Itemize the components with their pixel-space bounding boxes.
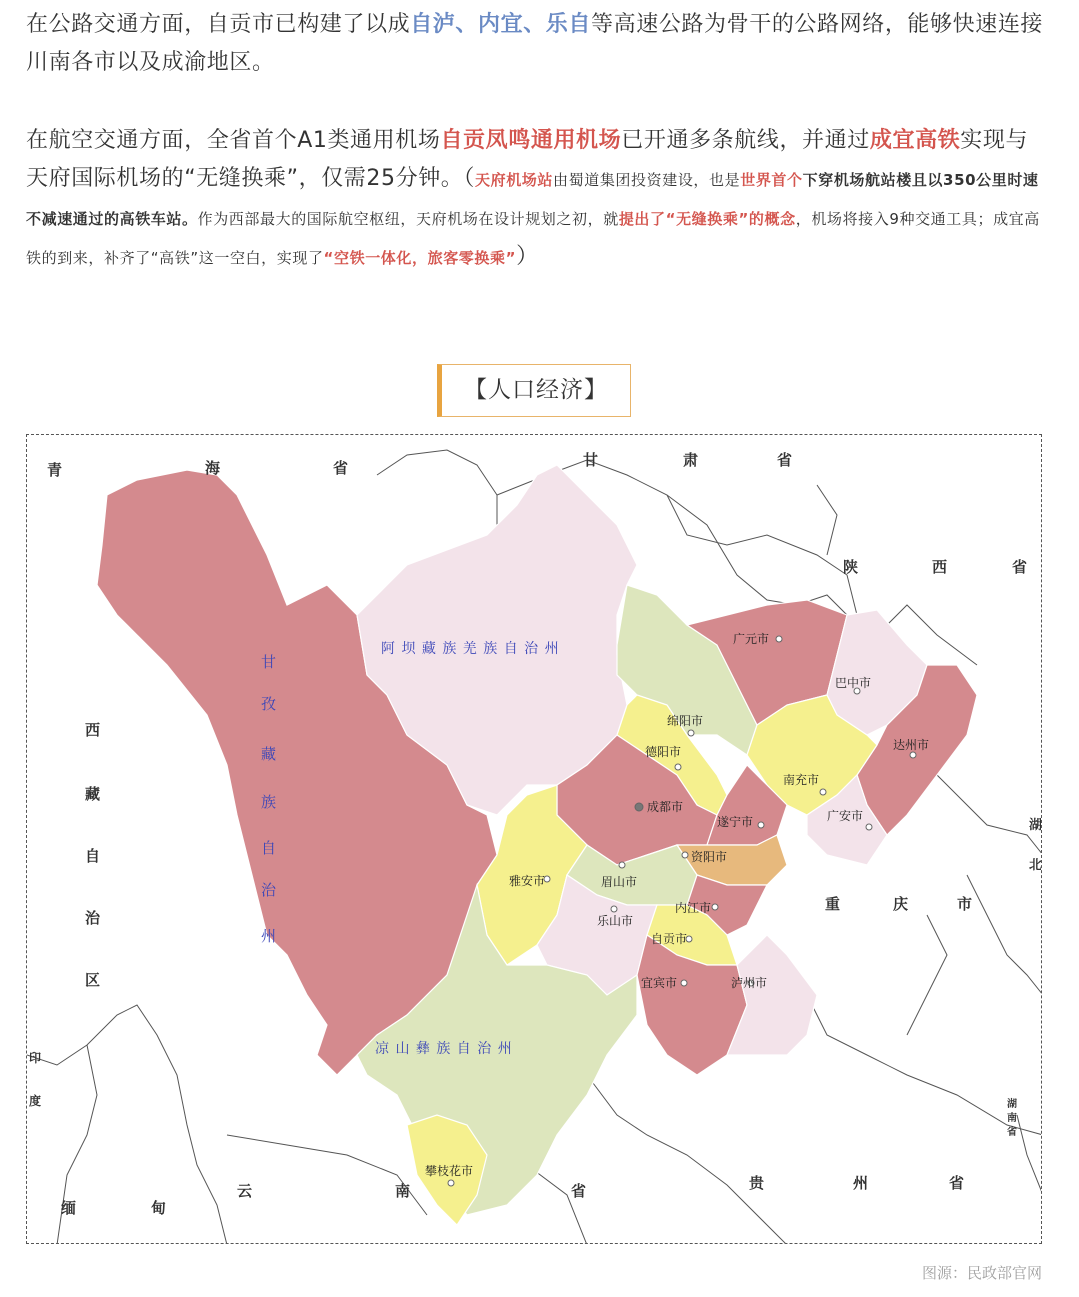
- image-source: 图源：民政部官网: [921, 1264, 1042, 1282]
- label-ziyang: 资阳市: [691, 850, 728, 864]
- label-guizhou-0: 贵: [749, 1174, 765, 1192]
- label-yibin: 宜宾市: [641, 976, 678, 990]
- label-guizhou-2: 省: [949, 1174, 965, 1192]
- label-gansu-1: 肃: [683, 451, 699, 469]
- dot-chengdu: [635, 803, 643, 811]
- dot-dazhou: [910, 752, 916, 758]
- highlight-concept: 提出了“无缝换乘”的概念: [618, 210, 796, 228]
- text: 实现与天府国际机场的“无缝换乘”，仅需25分钟。: [26, 128, 1029, 191]
- label-guangan: 广安市: [827, 809, 864, 823]
- dot-meishan: [619, 862, 625, 868]
- bracket-open: （: [463, 166, 475, 191]
- label-luzhou: 泸州市: [731, 976, 768, 990]
- dot-nanchong: [820, 789, 826, 795]
- label-gansu-2: 省: [777, 451, 793, 469]
- label-hunan-2: 省: [1007, 1127, 1017, 1138]
- label-chengdu: 成都市: [647, 800, 684, 814]
- label-xizang-3: 治: [85, 909, 101, 927]
- label-deyang: 德阳市: [645, 745, 682, 759]
- label-xizang-2: 自: [85, 847, 101, 865]
- dot-ziyang: [682, 852, 688, 858]
- note-bold: 下穿机场航站楼且以350公里时速不减速通过的高铁车站。: [26, 171, 1039, 228]
- label-bazhong: 巴中市: [835, 676, 872, 690]
- dot-deyang: [675, 764, 681, 770]
- label-suining: 遂宁市: [717, 815, 754, 829]
- label-panzhihua: 攀枝花市: [425, 1164, 474, 1178]
- dot-guangan: [866, 824, 872, 830]
- label-leshan: 乐山市: [597, 914, 634, 928]
- paragraph-highway: [26, 6, 1044, 82]
- label-xizang-4: 区: [85, 971, 101, 989]
- label-gansu-0: 甘: [583, 451, 599, 469]
- highlight-airport: 自贡凤鸣通用机场: [440, 128, 622, 153]
- label-hunan-1: 南: [1007, 1113, 1017, 1124]
- label-chongqing-0: 重: [825, 895, 841, 913]
- dot-guangyuan: [776, 636, 782, 642]
- highlight-world-first: 世界首个: [740, 171, 803, 189]
- text: 在航空交通方面，全省首个A1类通用机场: [26, 128, 441, 153]
- dot-neijiang: [712, 904, 718, 910]
- label-yunnan-1: 南: [395, 1182, 411, 1200]
- dot-panzhihua: [448, 1180, 454, 1186]
- highlight-slogan: “空铁一体化，旅客零换乘”: [323, 249, 517, 267]
- sichuan-map: [26, 434, 1042, 1244]
- label-hunan-0: 湖: [1007, 1099, 1017, 1110]
- label-chongqing-1: 庆: [893, 895, 909, 913]
- label-ganzi-2: 藏: [261, 745, 277, 763]
- bracket-close: ）: [516, 244, 539, 269]
- label-myanmar-0: 缅: [61, 1199, 77, 1217]
- label-shaanxi-2: 省: [1012, 558, 1028, 576]
- label-mianyang: 绵阳市: [667, 714, 704, 728]
- map-svg: [27, 435, 1042, 1244]
- label-ganzi-0: 甘: [261, 653, 277, 671]
- label-myanmar-1: 甸: [151, 1199, 167, 1217]
- label-qinghai-0: 青: [47, 461, 63, 479]
- label-aba: 阿 坝 藏 族 羌 族 自 治 州: [381, 641, 560, 657]
- note-text: 由蜀道集团投资建设，也是: [553, 171, 741, 189]
- highlight-highways: 自泸、内宜、乐自: [410, 12, 592, 37]
- label-yaan: 雅安市: [509, 874, 546, 888]
- label-zigong: 自贡市: [651, 932, 688, 946]
- text: 等高速公路为骨干的公路网络，能够快速连接川南各市以及成渝地区。: [26, 12, 1044, 75]
- note-text: 作为西部最大的国际航空枢纽，天府机场在设计规划之初，就: [197, 210, 619, 228]
- label-qinghai-2: 省: [333, 459, 349, 477]
- text: 已开通多条航线，并通过: [621, 128, 870, 153]
- label-india-0: 印: [29, 1051, 42, 1065]
- label-guangyuan: 广元市: [733, 632, 770, 646]
- label-ganzi-1: 孜: [261, 695, 277, 713]
- label-shaanxi-0: 陕: [843, 558, 859, 576]
- dot-yibin: [681, 980, 687, 986]
- label-dazhou: 达州市: [893, 738, 930, 752]
- label-ganzi-4: 自: [261, 839, 277, 857]
- label-meishan: 眉山市: [601, 875, 638, 889]
- label-yunnan-0: 云: [237, 1182, 253, 1200]
- label-ganzi-3: 族: [261, 793, 277, 811]
- dot-suining: [758, 822, 764, 828]
- label-qinghai-1: 海: [205, 459, 221, 477]
- label-guizhou-1: 州: [853, 1174, 869, 1192]
- label-ganzi-5: 治: [261, 881, 277, 899]
- label-xizang-1: 藏: [85, 785, 101, 803]
- paragraph-aviation: [26, 122, 1044, 277]
- label-neijiang: 内江市: [675, 901, 712, 915]
- label-chongqing-2: 市: [957, 895, 973, 913]
- label-liangshan: 凉 山 彝 族 自 治 州: [375, 1041, 513, 1057]
- dot-leshan: [611, 906, 617, 912]
- highlight-railway: 成宜高铁: [869, 128, 961, 153]
- note-text: ，机场将接入9种交通工具；成宜高铁的到来，补齐了“高铁”这一空白，实现了: [26, 210, 1040, 267]
- highlight-station: 天府机场站: [475, 171, 554, 189]
- label-xizang-0: 西: [85, 721, 101, 739]
- label-yunnan-2: 省: [571, 1182, 587, 1200]
- label-hubei-0: 湖: [1029, 818, 1043, 833]
- dot-mianyang: [688, 730, 694, 736]
- section-title: 【人口经济】: [437, 364, 631, 417]
- text: 在公路交通方面，自贡市已构建了以成: [26, 12, 411, 37]
- label-ganzi-6: 州: [261, 927, 277, 945]
- label-hubei-1: 北: [1029, 858, 1043, 873]
- label-shaanxi-1: 西: [932, 558, 948, 576]
- label-india-1: 度: [29, 1094, 42, 1108]
- label-nanchong: 南充市: [783, 773, 820, 787]
